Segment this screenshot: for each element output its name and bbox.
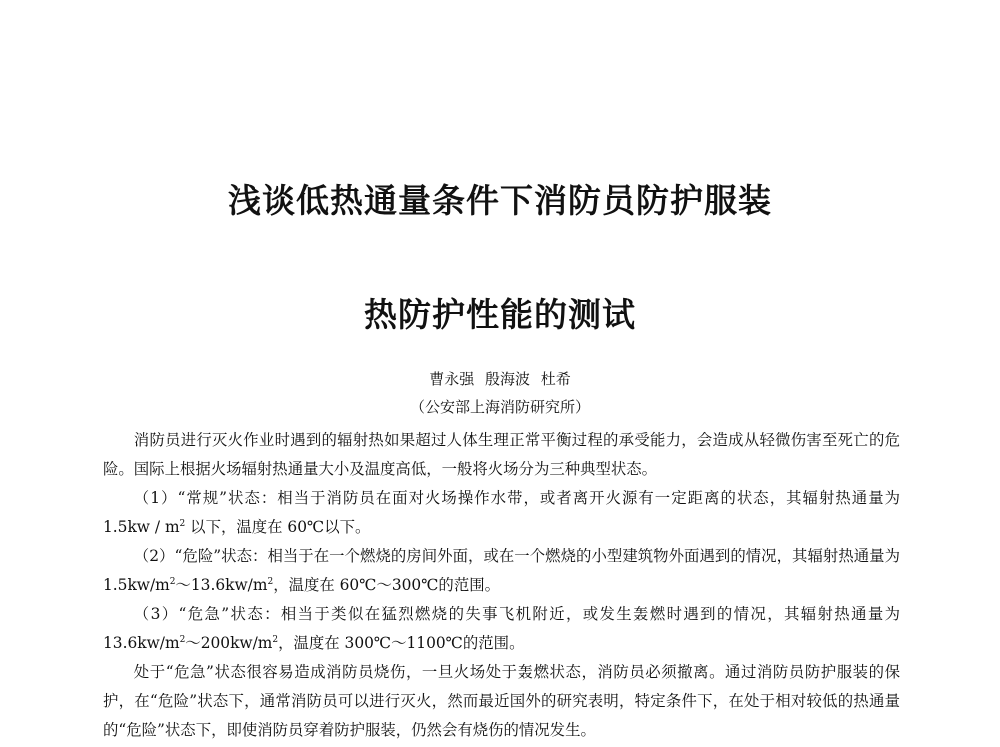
superscript: 2 <box>179 635 186 645</box>
superscript: 2 <box>169 577 176 587</box>
paragraph-text: ，温度在 60℃～300℃的范围。 <box>273 576 500 594</box>
superscript: 2 <box>179 519 186 529</box>
paragraph-critical-state <box>103 600 900 658</box>
paragraph-text: ～200kw/m <box>185 634 273 652</box>
superscript: 2 <box>272 635 279 645</box>
author-name: 殷海波 <box>484 370 530 388</box>
paragraph-text: （3）“危急”状态：相当于类似在猛烈燃烧的失事飞机附近，或发生轰燃时遇到的情况，其辐射热通量为 13.6kw/m <box>103 605 900 652</box>
paragraph-text: 处于“危急”状态很容易造成消防员烧伤，一旦火场处于轰燃状态，消防员必须撤离。通过消防员防护服装的保护，在“危险”状态下，通常消防员可以进行灭火，然而最近国外的研究表明，特定条件下，在处于相对较低的热通量的“危险”状态下，即使消防员穿着防护服装，仍然会有烧伤的情况发生。 <box>103 663 900 739</box>
paragraph-text: ，温度在 300℃～1100℃的范围。 <box>278 634 525 652</box>
author-list <box>0 372 1000 387</box>
paragraph-text: 以下，温度在 60℃以下。 <box>185 518 371 536</box>
affiliation: （公安部上海消防研究所） <box>409 398 590 416</box>
paragraph-text: 消防员进行灭火作业时遇到的辐射热如果超过人体生理正常平衡过程的承受能力，会造成从轻微伤害至死亡的危险。国际上根据火场辐射热通量大小及温度高低，一般将火场分为三种典型状态。 <box>103 431 900 478</box>
paragraph-intro <box>103 426 900 484</box>
body-text <box>103 426 900 745</box>
title-line-1: 浅谈低热通量条件下消防员防护服装 <box>228 181 772 220</box>
paragraph-text: （2）“危险”状态：相当于在一个燃烧的房间外面，或在一个燃烧的小型建筑物外面遇到的情况，其辐射热通量为 1.5kw/m <box>103 547 900 594</box>
paragraph-normal-state <box>103 484 900 542</box>
author-name: 曹永强 <box>429 370 475 388</box>
paragraph-danger-state <box>103 542 900 600</box>
author-name: 杜希 <box>540 370 571 388</box>
paragraph-text: （1）“常规”状态：相当于消防员在面对火场操作水带，或者离开火源有一定距离的状态，其辐射热通量为 1.5kw / m <box>103 489 900 536</box>
paragraph-text: ～13.6kw/m <box>175 576 268 594</box>
paragraph-conclusion <box>103 658 900 745</box>
title-line-2: 热防护性能的测试 <box>364 295 636 334</box>
superscript: 2 <box>267 577 274 587</box>
